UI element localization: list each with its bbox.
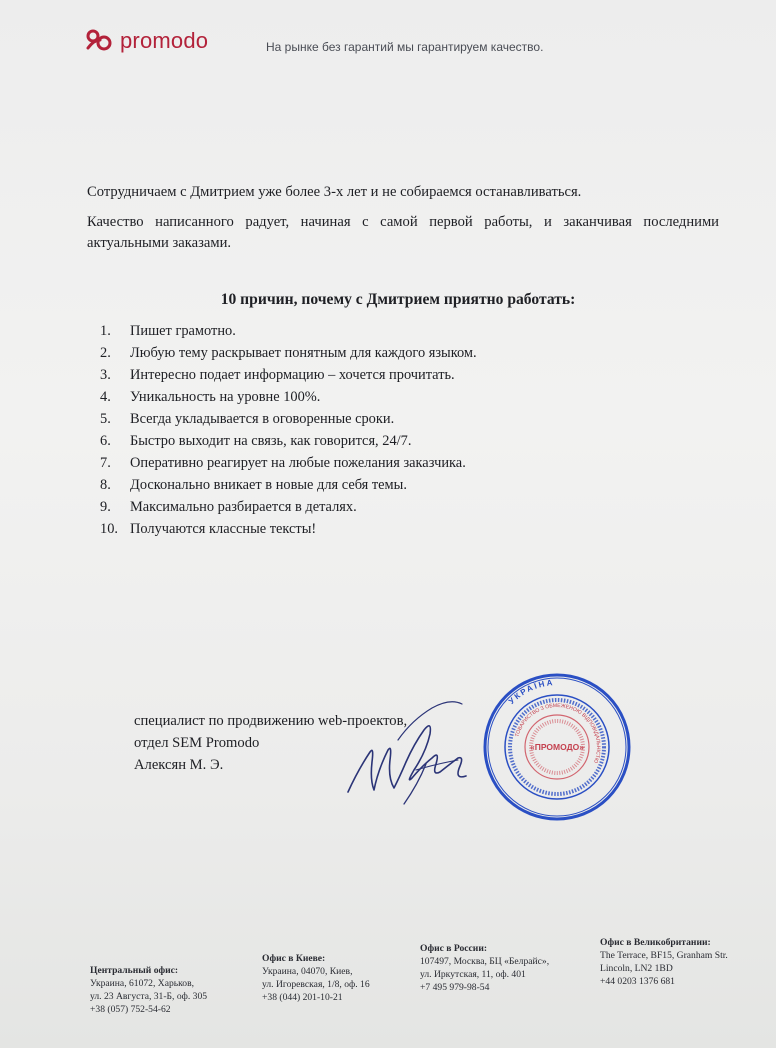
list-item-text: Получаются классные тексты! [130,521,317,537]
office-address-line: ул. Игоревская, 1/8, оф. 16 [262,979,370,990]
list-item [100,518,477,540]
list-item-number: 8. [100,477,111,493]
office-address-line: Украина, 61072, Харьков, [90,978,195,989]
list-item [100,320,477,342]
office-title: Офис в Великобритании: [600,937,711,948]
list-item-number: 4. [100,389,111,405]
list-item [100,430,477,452]
logo-text: promodo [120,28,209,53]
list-item [100,452,477,474]
list-item-text: Быстро выходит на связь, как говорится, 24/7. [130,433,412,449]
signatory-position: специалист по продвижению web-проектов, [134,713,408,729]
list-item-text: Уникальность на уровне 100%. [130,389,321,405]
signatory-department: отдел SEM Promodo [134,735,260,751]
seal-inner-text: ТОВАРИСТВО З ОБМЕЖЕНОЮ ВІДПОВІДАЛЬНІСТЮ [514,702,602,764]
list-item-number: 2. [100,345,111,361]
office-address-line: Украина, 04070, Киев, [262,966,353,977]
list-item-text: Пишет грамотно. [130,323,236,339]
list-item-number: 3. [100,367,111,383]
list-item [100,364,477,386]
intro-paragraph-1: Сотрудничаем с Дмитрием уже более 3-х лет и не собираемся останавливаться. [87,184,582,200]
list-item-number: 5. [100,411,111,427]
office-phone: +44 0203 1376 681 [600,976,675,987]
list-item-number: 1. [100,323,111,339]
reasons-list [100,320,477,540]
office-phone: +38 (044) 201-10-21 [262,992,343,1003]
seal-center-text: «ПРОМОДО» [530,742,584,752]
list-item-number: 7. [100,455,111,471]
office-address-line: The Terrace, BF15, Granham Str. [600,950,728,961]
signatory-name: Алексян М. Э. [134,757,224,773]
footer-office-uk [600,936,728,988]
list-item [100,386,477,408]
list-item [100,474,477,496]
office-phone: +38 (057) 752-54-62 [90,1004,171,1015]
reasons-heading: 10 причин, почему с Дмитрием приятно работать: [220,291,576,308]
list-item [100,496,477,518]
office-address-line: 107497, Москва, БЦ «Белрайс», [420,956,550,967]
footer-office-russia [420,942,549,994]
list-item-number: 6. [100,433,111,449]
slogan: На рынке без гарантий мы гарантируем качество. [266,40,544,54]
list-item-text: Интересно подает информацию – хочется прочитать. [130,367,455,383]
office-title: Офис в Киеве: [262,953,326,964]
seal-outer-text: УКРАЇНА [506,677,555,706]
office-phone: +7 495 979-98-54 [420,982,490,993]
office-address-line: ул. Иркутская, 11, оф. 401 [420,969,526,980]
list-item [100,342,477,364]
footer-office-kyiv [262,952,370,1004]
office-title: Центральный офис: [90,965,179,976]
office-address-line: Lincoln, LN2 1BD [600,963,673,974]
list-item-text: Максимально разбирается в деталях. [130,499,357,515]
list-item [100,408,477,430]
office-address-line: ул. 23 Августа, 31-Б, оф. 305 [90,991,208,1002]
footer-office-central [90,964,207,1016]
promodo-logo-icon [84,28,118,54]
list-item-text: Оперативно реагирует на любые пожелания заказчика. [130,455,466,471]
promodo-logo [84,28,208,54]
handwritten-signature [340,700,480,810]
company-seal [482,672,632,822]
office-title: Офис в России: [420,943,488,954]
list-item-text: Любую тему раскрывает понятным для каждого языком. [130,345,477,361]
list-item-number: 9. [100,499,111,515]
list-item-text: Досконально вникает в новые для себя темы. [130,477,407,493]
list-item-number: 10. [100,521,118,537]
list-item-text: Всегда укладывается в оговоренные сроки. [130,411,395,427]
intro-paragraph-2: Качество написанного радует, начиная с самой первой работы, и заканчивая последними актуальными заказами. [87,214,719,251]
